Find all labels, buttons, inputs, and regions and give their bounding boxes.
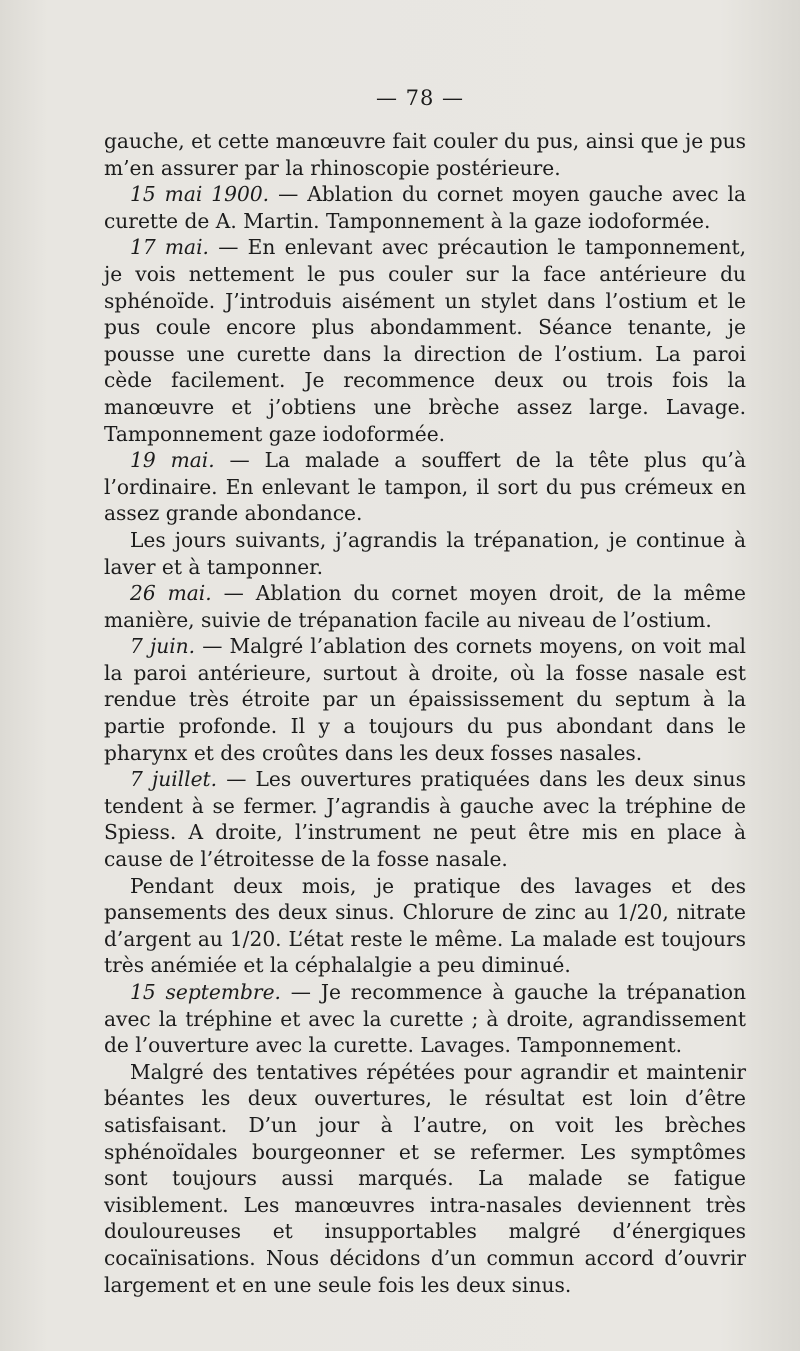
paragraph (104, 234, 746, 447)
paragraph-text: Les jours suivants, j’agrandis la trépanation, je continue à laver et à tamponner. (104, 527, 746, 579)
paragraph-text: — Je recommence à gauche la trépanation avec la tréphine et avec la curette ; à droite, agrandissement de l’ouverture avec la curette. Lavages. Tamponnement. (104, 980, 746, 1058)
paragraph (104, 128, 746, 181)
paragraph-text: — Les ouvertures pratiquées dans les deux sinus tendent à se fermer. J’agrandis à gauche avec la tréphine de Spiess. A droite, l’instrument ne peut être mis en place à cause de l’étroitesse de la fosse nasale. (104, 767, 747, 872)
paragraph-text: — La malade a souffert de la tête plus qu’à l’ordinaire. En enlevant le tampon, il sort du pus crémeux en assez grande abondance. (104, 448, 746, 526)
entry-date: 26 mai. (130, 581, 212, 606)
paragraph (104, 447, 746, 527)
body-text (104, 128, 746, 1298)
paragraph (104, 873, 746, 979)
paragraph (104, 1059, 746, 1298)
paragraph-text: Malgré des tentatives répétées pour agrandir et maintenir béantes les deux ouvertures, le résultat est loin d’être satisfaisant. D’un jour à l’autre, on voit les brèches sphénoïdales bourgeonner et se refermer. Les symptômes sont toujours aussi marqués. La malade se fatigue visiblement. Les manœuvres intra-nasales deviennent très douloureuses et insupportables malgré d’énergiques cocaïnisations. Nous décidons d’un commun accord d’ouvrir largement et en une seule fois les deux sinus. (104, 1059, 746, 1297)
paragraph-text: — En enlevant avec précaution le tamponnement, je vois nettement le pus couler sur la face antérieure du sphénoïde. J’introduis aisément un stylet dans l’ostium et le pus coule encore plus abondamment. Séance tenante, je pousse une curette dans la direction de l’ostium. La paroi cède facilement. Je recommence deux ou trois fois la manœuvre et j’obtiens une brèche assez large. Lavage. Tamponnement gaze iodoformée. (104, 235, 746, 446)
entry-date: 15 mai 1900. (130, 182, 270, 207)
paragraph-text: — Ablation du cornet moyen droit, de la même manière, suivie de trépanation facile au niveau de l’ostium. (104, 581, 746, 632)
entry-date: 7 juillet. (130, 767, 218, 792)
entry-date: 17 mai. (130, 235, 209, 260)
paragraph (104, 979, 746, 1059)
paragraph-text: — Malgré l’ablation des cornets moyens, on voit mal la paroi antérieure, surtout à droite, où la fosse nasale est rendue très étroite par un épaississement du septum à la partie profonde. Il y a toujours du pus abondant dans le pharynx et des croûtes dans les deux fosses nasales. (104, 634, 747, 765)
paragraph-text: — Ablation du cornet moyen gauche avec la curette de A. Martin. Tamponnement à la gaze iodoformée. (104, 182, 747, 233)
page-number: — 78 — (375, 86, 465, 110)
entry-date: 15 septembre. (130, 980, 281, 1004)
paragraph (104, 527, 746, 580)
paragraph (104, 633, 746, 766)
paragraph-text: Pendant deux mois, je pratique des lavages et des pansements des deux sinus. Chlorure de zinc au 1/20, nitrate d’argent au 1/20. L’état reste le même. La malade est toujours très anémiée et la céphalalgie a peu diminué. (104, 873, 746, 978)
paragraph-text: gauche, et cette manœuvre fait couler du pus, ainsi que je pus m’en assurer par la rhinoscopie postérieure. (104, 129, 746, 180)
paragraph (104, 181, 746, 234)
entry-date: 19 mai. (130, 448, 215, 473)
entry-date: 7 juin. (130, 634, 196, 659)
paragraph (104, 580, 746, 633)
paragraph (104, 766, 746, 872)
